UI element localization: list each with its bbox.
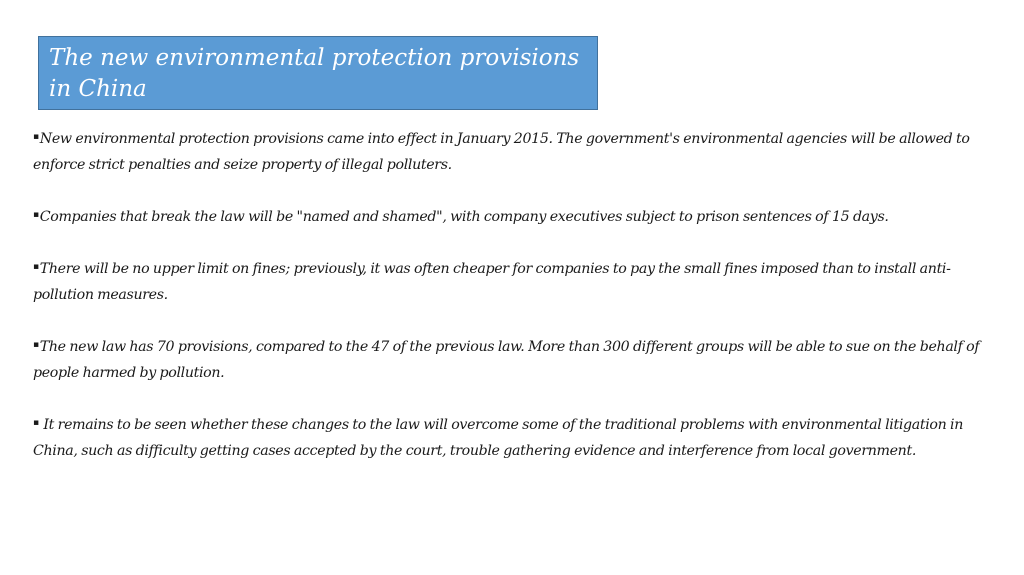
bullet-text: New environmental protection provisions came into effect in January 2015. The government's environmental agencies will be allowed to enforce strict penalties and seize property of illegal polluters. bbox=[33, 131, 970, 173]
bullet-item bbox=[33, 202, 995, 230]
bullet-item bbox=[33, 410, 995, 464]
bullet-marker-icon: ▪ bbox=[33, 418, 39, 428]
bullet-text: It remains to be seen whether these changes to the law will overcome some of the traditional problems with environmental litigation in China, such as difficulty getting cases accepted by the court, trouble gathering evidence and interference from local government. bbox=[33, 417, 964, 459]
bullet-text: Companies that break the law will be "named and shamed", with company executives subject to prison sentences of 15 days. bbox=[39, 209, 889, 225]
bullet-item bbox=[33, 124, 995, 178]
slide-title: The new environmental protection provisions in China bbox=[49, 45, 580, 102]
bullet-item bbox=[33, 254, 995, 308]
bullet-list bbox=[33, 124, 995, 488]
bullet-marker-icon: ▪ bbox=[33, 340, 39, 350]
bullet-text: There will be no upper limit on fines; previously, it was often cheaper for companies to pay the small fines imposed than to install anti-pollution measures. bbox=[33, 261, 951, 303]
bullet-marker-icon: ▪ bbox=[33, 210, 39, 220]
bullet-item bbox=[33, 332, 995, 386]
bullet-text: The new law has 70 provisions, compared to the 47 of the previous law. More than 300 different groups will be able to sue on the behalf of people harmed by pollution. bbox=[33, 339, 980, 381]
bullet-marker-icon: ▪ bbox=[33, 132, 39, 142]
bullet-marker-icon: ▪ bbox=[33, 262, 39, 272]
title-box bbox=[38, 36, 598, 110]
